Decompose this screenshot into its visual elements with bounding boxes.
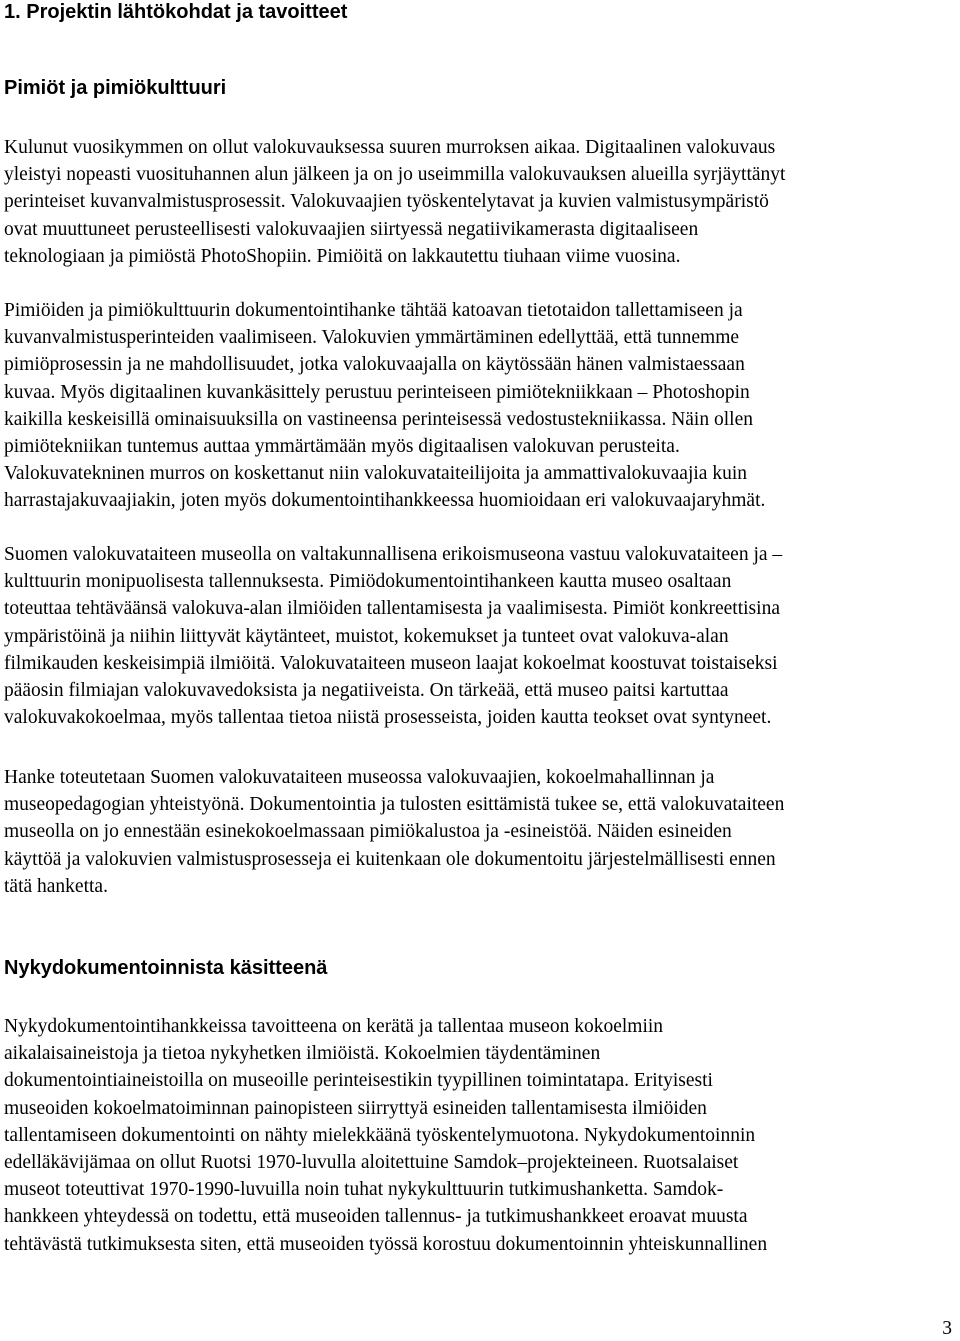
paragraph-line: Pimiöiden ja pimiökulttuurin dokumentointihanke tähtää katoavan tietotaidon tallettamiseen ja xyxy=(4,300,743,321)
paragraph-5 xyxy=(4,1013,944,1258)
paragraph-line: valokuvakokoelmaa, myös tallentaa tietoa niistä prosesseista, joiden kautta teokset ovat syntyneet. xyxy=(4,707,772,729)
paragraph-line: kulttuurin monipuolisesta tallennuksesta. Pimiödokumentointihankeen kautta museo osaltaan xyxy=(4,571,732,593)
subsection-heading-pimiot: Pimiöt ja pimiökulttuuri xyxy=(4,77,227,99)
paragraph-line: museopedagogian yhteistyönä. Dokumentointia ja tulosten esittämistä tukee se, että valokuvataiteen xyxy=(4,794,785,816)
paragraph-line: ovat muuttuneet perusteellisesti valokuvaajien siirtyessä negatiivikamerasta digitaaliseen xyxy=(4,218,699,240)
paragraph-line: tätä hanketta. xyxy=(4,875,108,897)
paragraph-4 xyxy=(4,764,944,900)
paragraph-line: museoiden kokoelmatoiminnan painopisteen siirryttyä esineiden tallentamisesta ilmiöiden xyxy=(4,1097,707,1119)
paragraph-line: tehtävästä tutkimuksesta siten, että museoiden työssä korostuu dokumentoinnin yhteiskunnallinen xyxy=(4,1233,768,1255)
paragraph-line: kuvaa. Myös digitaalinen kuvankäsittely perustuu perinteiseen pimiötekniikkaan – Photoshopin xyxy=(4,381,750,403)
paragraph-3 xyxy=(4,541,944,731)
paragraph-line: ympäristöinä ja niihin liittyvät käytänteet, muistot, kokemukset ja tunteet ovat valokuva-alan xyxy=(4,625,729,647)
paragraph-line: yleistyi nopeasti vuosituhannen alun jälkeen ja on jo useimmilla valokuvauksen alueilla syrjäyttänyt xyxy=(4,164,786,186)
paragraph-line: käyttöä ja valokuvien valmistusprosesseja ei kuitenkaan ole dokumentoitu järjestelmällisesti ennen xyxy=(4,848,776,870)
paragraph-line: tallentamiseen dokumentointi on nähty mielekkäänä työskentelymuotona. Nykydokumentoinnin xyxy=(4,1124,756,1146)
paragraph-line: teknologiaan ja pimiöstä PhotoShopiin. Pimiöitä on lakkautettu tiuhaan viime vuosina. xyxy=(4,245,681,267)
paragraph-1 xyxy=(4,134,944,270)
paragraph-line: museolla on jo ennestään esinekokoelmassaan pimiökalustoa ja -esineistöä. Näiden esineiden xyxy=(4,821,732,843)
paragraph-line: edelläkävijämaa on ollut Ruotsi 1970-luvulla aloitettuine Samdok–projekteineen. Ruotsalaiset xyxy=(4,1151,739,1173)
subsection-heading-nykydokumentointi: Nykydokumentoinnista käsitteenä xyxy=(4,957,328,979)
paragraph-line: hankkeen yhteydessä on todettu, että museoiden tallennus- ja tutkimushankkeet eroavat muusta xyxy=(4,1206,748,1228)
paragraph-line: aikalaisaineistoja ja tietoa nykyhetken ilmiöistä. Kokoelmien täydentäminen xyxy=(4,1043,601,1065)
paragraph-line: perinteiset kuvanvalmistusprosessit. Valokuvaajien työskentelytavat ja kuvien valmistusympäristö xyxy=(4,191,769,213)
paragraph-line: pääosin filmiajan valokuvavedoksista ja negatiiveista. On tärkeää, että museo paitsi kartuttaa xyxy=(4,679,729,701)
paragraph-line: dokumentointiaineistoilla on museoille perinteisestikin tyypillinen toimintatapa. Erityisesti xyxy=(4,1070,713,1092)
paragraph-line: Nykydokumentointihankkeissa tavoitteena on kerätä ja tallentaa museon kokoelmiin xyxy=(4,1016,664,1037)
paragraph-line: toteuttaa tehtäväänsä valokuva-alan ilmiöiden tallentamisesta ja vaalimisesta. Pimiöt konkreettisina xyxy=(4,598,780,620)
paragraph-line: filmikauden keskeisimpiä ilmiöitä. Valokuvataiteen museon laajat kokoelmat koostuvat toistaiseksi xyxy=(4,652,778,674)
paragraph-line: Kulunut vuosikymmen on ollut valokuvauksessa suuren murroksen aikaa. Digitaalinen valokuvaus xyxy=(4,137,776,158)
paragraph-line: pimiöprosessin ja ne mahdollisuudet, jotka valokuvaajalla on käytössään hänen valmistaessaan xyxy=(4,354,745,376)
section-heading-main: 1. Projektin lähtökohdat ja tavoitteet xyxy=(4,1,348,23)
paragraph-line: Hanke toteutetaan Suomen valokuvataiteen museossa valokuvaajien, kokoelmahallinnan ja xyxy=(4,767,715,788)
paragraph-line: harrastajakuvaajiakin, joten myös dokumentointihankkeessa huomioidaan eri valokuvaajaryhmät. xyxy=(4,490,766,512)
paragraph-line: museot toteuttivat 1970-1990-luvuilla noin tuhat nykykulttuurin tutkimushanketta. Samdok- xyxy=(4,1179,724,1201)
paragraph-2 xyxy=(4,297,944,515)
page-number: 3 xyxy=(942,1318,952,1339)
paragraph-line: kuvanvalmistusperinteiden vaalimiseen. Valokuvien ymmärtäminen edellyttää, että tunnemme xyxy=(4,327,740,349)
paragraph-line: Suomen valokuvataiteen museolla on valtakunnallisena erikoismuseona vastuu valokuvataiteen ja – xyxy=(4,544,783,565)
paragraph-line: Valokuvatekninen murros on koskettanut niin valokuvataiteilijoita ja ammattivalokuvaajia kuin xyxy=(4,463,747,485)
paragraph-line: pimiötekniikan tuntemus auttaa ymmärtämään myös digitaalisen valokuvan perusteita. xyxy=(4,435,680,457)
paragraph-line: kaikilla keskeisillä ominaisuuksilla on vastineensa perinteisessä vedostustekniikassa. Näin ollen xyxy=(4,408,753,430)
